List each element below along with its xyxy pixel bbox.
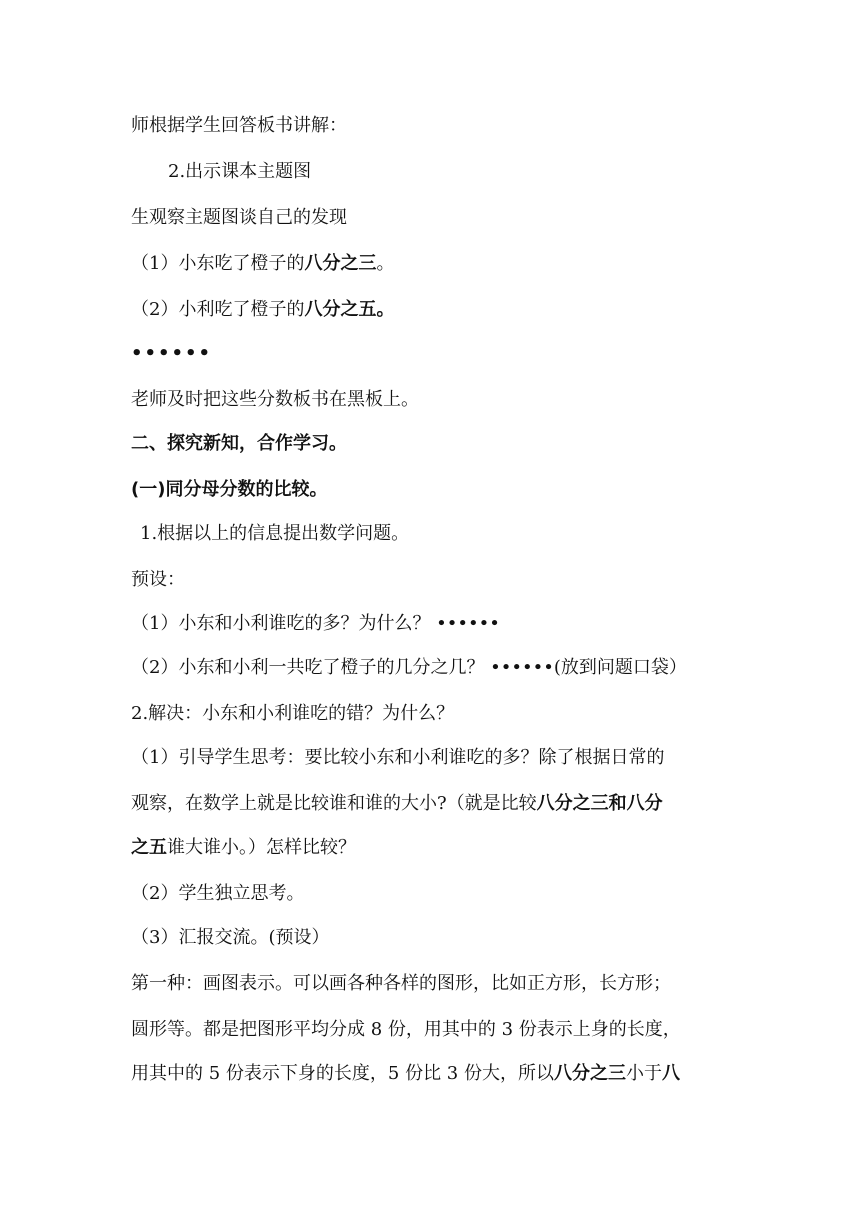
- text-line: 之五谁大谁小。）怎样比较？: [131, 837, 356, 858]
- text-line: 老师及时把这些分数板书在黑板上。: [131, 389, 419, 410]
- text-line: 1.根据以上的信息提出数学问题。: [140, 523, 410, 544]
- text-line: （2）小东和小利一共吃了橙子的几分之几？ ••••••(放到问题口袋）: [131, 657, 687, 678]
- text-line: （1）小东和小利谁吃的多？为什么？ ••••••: [131, 613, 500, 634]
- text-line: 预设：: [131, 569, 185, 590]
- text-line: 师根据学生回答板书讲解：: [131, 115, 347, 136]
- text-line: （1）小东吃了橙子的八分之三。: [131, 253, 395, 274]
- text-line: 第一种：画图表示。可以画各种各样的图形，比如正方形，长方形；: [131, 973, 671, 994]
- text-line: （2）小利吃了橙子的八分之五。: [131, 299, 395, 320]
- ellipsis-line: ••••••: [131, 343, 213, 364]
- text-line: （2）学生独立思考。: [131, 883, 305, 904]
- text-line: 2.解决：小东和小利谁吃的错？为什么？: [131, 703, 455, 724]
- subsection-heading: (一)同分母分数的比较。: [131, 479, 328, 500]
- text-line: 观察，在数学上就是比较谁和谁的大小?（就是比较八分之三和八分: [131, 793, 663, 814]
- text-line: 圆形等。都是把图形平均分成 8 份，用其中的 3 份表示上身的长度，: [131, 1019, 681, 1040]
- section-heading: 二、探究新知，合作学习。: [131, 433, 347, 454]
- text-line: 用其中的 5 份表示下身的长度，5 份比 3 份大，所以八分之三小于八: [131, 1063, 680, 1084]
- text-line: 生观察主题图谈自己的发现: [131, 207, 347, 228]
- text-line: 2.出示课本主题图: [168, 161, 312, 182]
- text-line: （3）汇报交流。(预设）: [131, 927, 330, 948]
- text-line: （1）引导学生思考：要比较小东和小利谁吃的多？除了根据日常的: [131, 747, 665, 768]
